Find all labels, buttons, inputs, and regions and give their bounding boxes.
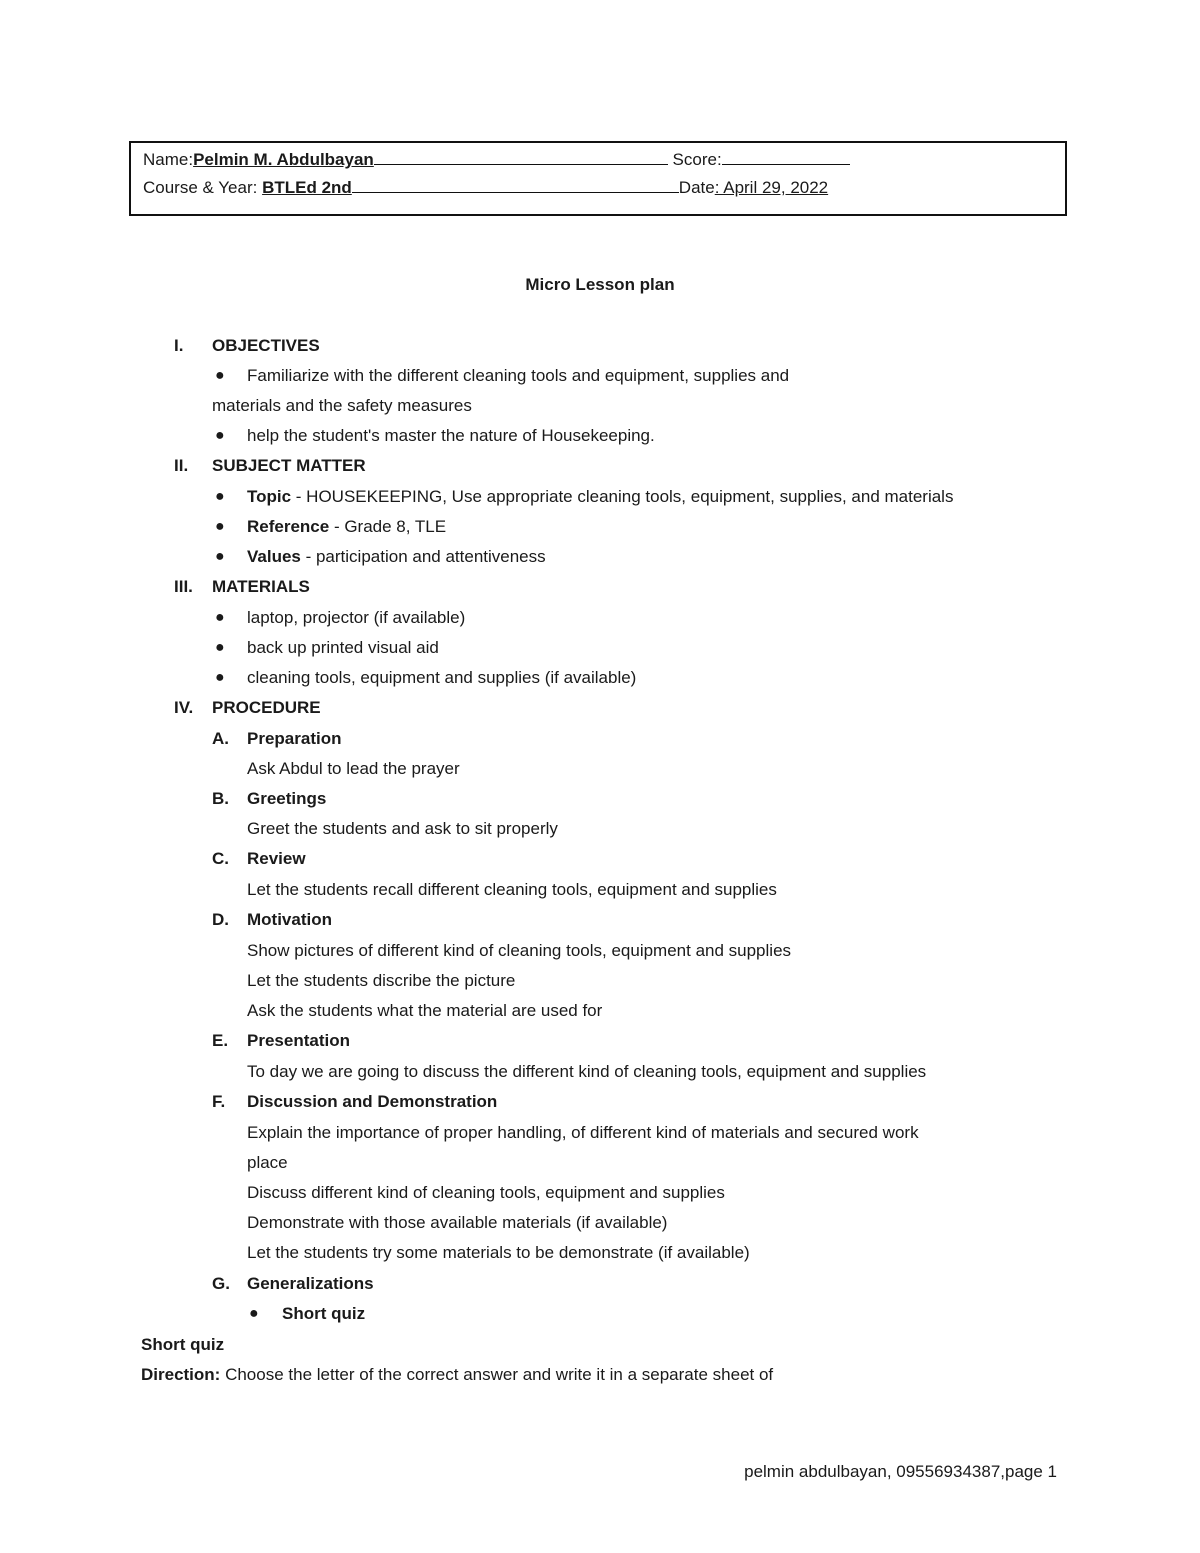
subject-item-label: Values <box>247 547 301 566</box>
section-numeral: II. <box>174 456 189 475</box>
step-title-presentation: Presentation <box>247 1031 350 1050</box>
section-numeral: I. <box>174 336 184 355</box>
step-letter: B. <box>212 789 229 808</box>
score-underline <box>722 149 850 165</box>
subject-item-label: Reference <box>247 517 330 536</box>
objective-item: Familiarize with the different cleaning tools and equipment, supplies and <box>247 366 790 385</box>
course-underline <box>352 177 679 193</box>
subject-item-text: - participation and attentiveness <box>300 547 546 566</box>
name-score-row <box>143 149 850 170</box>
step-title-preparation: Preparation <box>247 729 342 748</box>
subject-item-values <box>247 547 546 567</box>
section-numeral: IV. <box>174 698 194 717</box>
section-heading-procedure: PROCEDURE <box>212 698 321 717</box>
step-title-motivation: Motivation <box>247 910 332 929</box>
step-line: Let the students recall different cleaning tools, equipment and supplies <box>247 880 777 899</box>
step-letter: A. <box>212 729 229 748</box>
step-title-review: Review <box>247 849 306 868</box>
student-info-box <box>129 141 1067 216</box>
step-letter: D. <box>212 910 229 929</box>
course-label: Course & Year: <box>143 178 263 197</box>
date-label: Date <box>678 178 715 197</box>
document-title: Micro Lesson plan <box>525 275 675 294</box>
bullet-icon: ● <box>215 609 225 626</box>
bullet-icon: ● <box>215 488 225 505</box>
course-date-row <box>143 177 828 198</box>
date-value: : April 29, 2022 <box>714 178 829 197</box>
bullet-icon: ● <box>215 367 225 384</box>
section-heading-objectives: OBJECTIVES <box>212 336 320 355</box>
subject-item-reference <box>247 517 446 537</box>
section-numeral: III. <box>174 577 193 596</box>
objective-item-continuation: materials and the safety measures <box>212 396 472 415</box>
step-line: Let the students try some materials to be demonstrate (if available) <box>247 1243 750 1262</box>
quiz-heading: Short quiz <box>141 1335 225 1354</box>
bullet-icon: ● <box>215 548 225 565</box>
material-item: back up printed visual aid <box>247 638 439 657</box>
step-line: Show pictures of different kind of cleaning tools, equipment and supplies <box>247 941 792 960</box>
step-line: Ask Abdul to lead the prayer <box>247 759 460 778</box>
material-item: cleaning tools, equipment and supplies (if available) <box>247 668 637 687</box>
bullet-icon: ● <box>215 518 225 535</box>
page-footer: pelmin abdulbayan, 09556934387,page 1 <box>744 1462 1057 1481</box>
generalization-bullet: Short quiz <box>282 1304 366 1323</box>
bullet-icon: ● <box>215 639 225 656</box>
step-letter: G. <box>212 1274 230 1293</box>
material-item: laptop, projector (if available) <box>247 608 466 627</box>
subject-item-label: Topic <box>247 487 292 506</box>
quiz-direction-text: Choose the letter of the correct answer and write it in a separate sheet of <box>220 1365 774 1384</box>
section-heading-subject-matter: SUBJECT MATTER <box>212 456 366 475</box>
bullet-icon: ● <box>249 1305 259 1322</box>
objective-item: help the student's master the nature of Housekeeping. <box>247 426 655 445</box>
name-label: Name: <box>143 150 194 169</box>
step-line: Explain the importance of proper handling, of different kind of materials and secured work <box>247 1123 919 1142</box>
bullet-icon: ● <box>215 427 225 444</box>
step-line: Discuss different kind of cleaning tools, equipment and supplies <box>247 1183 725 1202</box>
bullet-icon: ● <box>215 669 225 686</box>
quiz-direction <box>141 1365 773 1385</box>
step-line: Let the students discribe the picture <box>247 971 516 990</box>
quiz-direction-label: Direction: <box>141 1365 221 1384</box>
step-title-discussion: Discussion and Demonstration <box>247 1092 498 1111</box>
score-label: Score: <box>672 150 722 169</box>
step-title-generalizations: Generalizations <box>247 1274 374 1293</box>
course-value: BTLEd 2nd <box>262 178 352 197</box>
name-value: Pelmin M. Abdulbayan <box>193 150 374 169</box>
name-underline <box>374 149 668 165</box>
step-line: place <box>247 1153 288 1172</box>
step-line: Ask the students what the material are used for <box>247 1001 603 1020</box>
step-letter: F. <box>212 1092 226 1111</box>
step-line: To day we are going to discuss the different kind of cleaning tools, equipment and supplies <box>247 1062 927 1081</box>
step-line: Greet the students and ask to sit properly <box>247 819 558 838</box>
subject-item-text: - HOUSEKEEPING, Use appropriate cleaning tools, equipment, supplies, and materials <box>291 487 954 506</box>
step-title-greetings: Greetings <box>247 789 327 808</box>
section-heading-materials: MATERIALS <box>212 577 310 596</box>
subject-item-text: - Grade 8, TLE <box>329 517 447 536</box>
step-line: Demonstrate with those available materials (if available) <box>247 1213 668 1232</box>
subject-item-topic <box>247 487 953 507</box>
step-letter: C. <box>212 849 229 868</box>
step-letter: E. <box>212 1031 229 1050</box>
